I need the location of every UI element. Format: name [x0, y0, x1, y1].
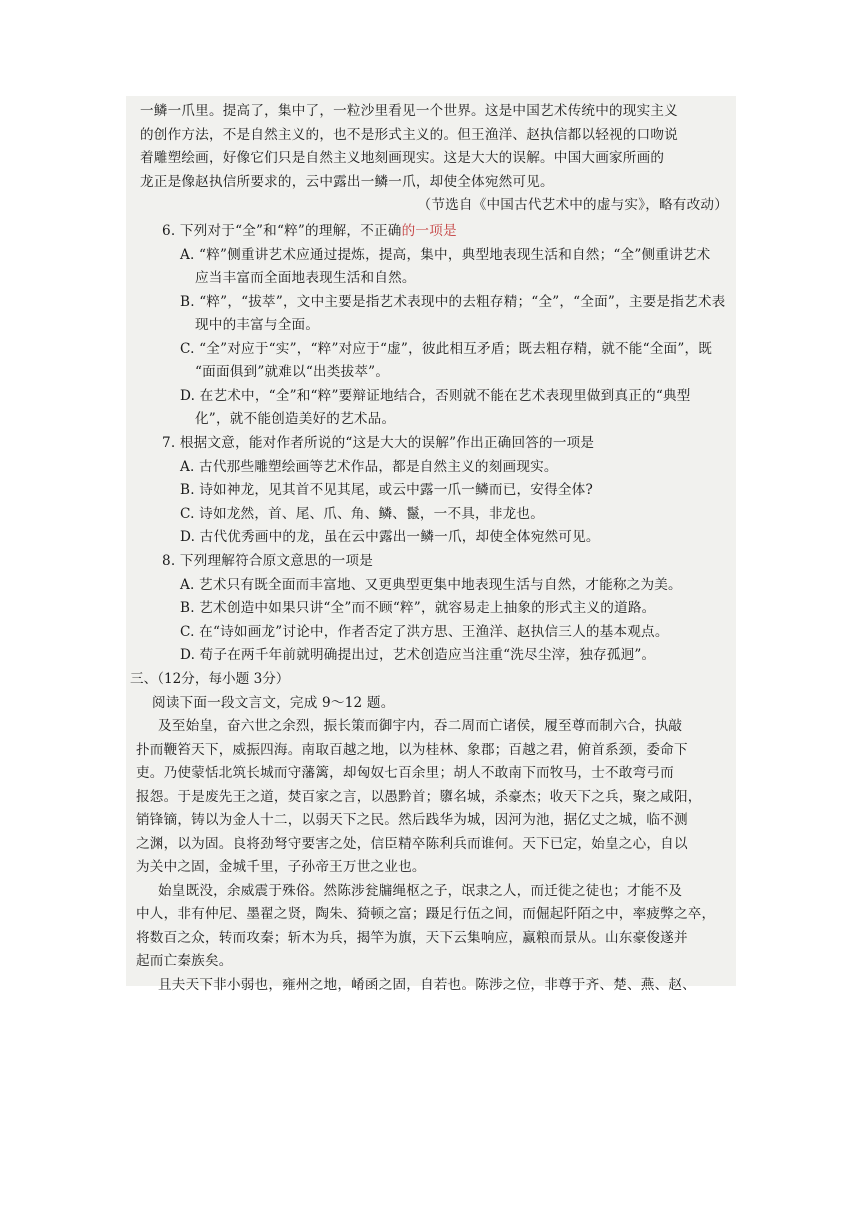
passage-line: 将数百之众，转而攻秦；斩木为兵，揭竿为旗，天下云集响应，赢粮而景从。山东豪俊遂并	[136, 929, 688, 946]
passage-line: 吏。乃使蒙恬北筑长城而守藩篱，却匈奴七百余里；胡人不敢南下而牧马，士不敢弯弓而	[136, 765, 674, 781]
option-a: A. 艺术只有既全面而丰富地、又更典型更集中地表现生活与自然，才能称之为美。	[180, 576, 682, 593]
option-d: D. 古代优秀画中的龙，虽在云中露出一鳞一爪，却使全体宛然可见。	[180, 529, 600, 545]
passage-line: 起而亡秦族矣。	[136, 953, 233, 969]
passage-line: 的创作方法，不是自然主义的，也不是形式主义的。但王渔洋、赵执信都以轻视的口吻说	[140, 126, 678, 143]
passage-line: 销锋镝，铸以为金人十二，以弱天下之民。然后践华为城，因河为池，据亿丈之城，临不测	[136, 812, 688, 828]
question-stem	[140, 220, 728, 244]
option-d-line-2: 化”，就不能创造美好的艺术品。	[195, 411, 396, 427]
option-a: A. 古代那些雕塑绘画等艺术作品，都是自然主义的刻画现实。	[180, 458, 558, 475]
option-c: C. 在“诗如画龙”讨论中，作者否定了洪方思、王渔洋、赵执信三人的基本观点。	[180, 623, 669, 640]
passage-line: 扑而鞭笞天下，威振四海。南取百越之地，以为桂林、象郡；百越之君，俯首系颈，委命下	[136, 741, 688, 758]
passage-line: 且夫天下非小弱也，雍州之地，崤函之固，自若也。陈涉之位，非尊于齐、楚、燕、赵、	[158, 976, 696, 993]
option-b: B. 艺术创造中如果只讲“全”而不顾“粹”，就容易走上抽象的形式主义的道路。	[180, 600, 656, 616]
passage-line: 及至始皇，奋六世之余烈，振长策而御宇内，吞二周而亡诸侯，履至尊而制六合，执敲	[158, 718, 683, 734]
question-stem: 7. 根据文意，能对作者所说的“这是大大的误解”作出正确回答的一项是	[162, 435, 595, 451]
option-b: B. 诗如神龙，见其首不见其尾，或云中露一爪一鳞而已，安得全体?	[180, 482, 593, 498]
option-d-line-1: D. 在艺术中，“全”和“粹”要辩证地结合，否则就不能在艺术表现里做到真正的“典型	[180, 387, 691, 404]
passage-line: 始皇既没，余威震于殊俗。然陈涉瓮牖绳枢之子，氓隶之人，而迁徙之徒也；才能不及	[158, 882, 683, 899]
question-7	[140, 432, 728, 550]
source-note: （节选自《中国古代艺术中的虚与实》，略有改动）	[417, 197, 728, 213]
section-3	[130, 668, 718, 715]
question-stem-mark: 的一项是	[401, 223, 457, 239]
passage-line: 着雕塑绘画，好像它们只是自然主义地刻画现实。这是大大的误解。中国大画家所画的	[140, 150, 665, 166]
question-stem: 8. 下列理解符合原文意思的一项是	[162, 553, 374, 569]
section-instruction: 阅读下面一段文言文，完成 9～12 题。	[152, 694, 395, 711]
passage-line: 一鳞一爪里。提高了，集中了，一粒沙里看见一个世界。这是中国艺术传统中的现实主义	[140, 103, 678, 119]
option-b-line-2: 现中的丰富与全面。	[195, 317, 320, 333]
passage-line: 为关中之固，金城千里，子孙帝王万世之业也。	[136, 859, 426, 875]
passage-top	[140, 100, 728, 218]
option-c: C. 诗如龙然，首、尾、爪、角、鳞、鬣，一不具，非龙也。	[180, 505, 545, 522]
section-heading: 三、（12分，每小题 3分）	[130, 671, 290, 687]
question-stem-text: 6. 下列对于“全”和“粹”的理解，不正确	[162, 223, 402, 239]
option-b-line-1: B. “粹”，“拔萃”，文中主要是指艺术表现中的去粗存精；“全”，“全面”，主要是指艺术表	[180, 293, 726, 310]
question-8	[140, 550, 728, 668]
option-a-line-2: 应当丰富而全面地表现生活和自然。	[195, 270, 416, 286]
passage-line: 中人，非有仲尼、墨翟之贤，陶朱、猗顿之富；蹑足行伍之间，而倔起阡陌之中，率疲弊之卒，	[136, 906, 716, 922]
question-6	[140, 220, 728, 432]
passage-line: 报怨。于是废先王之道，焚百家之言，以愚黔首；隳名城，杀豪杰；收天下之兵，聚之咸阳，	[136, 788, 702, 805]
option-c-line-1: C. “全”对应于“实”，“粹”对应于“虚”，彼此相互矛盾；既去粗存精，就不能“全面”，既	[180, 340, 713, 357]
option-d: D. 荀子在两千年前就明确提出过，艺术创造应当注重“洗尽尘滓，独存孤迥”。	[180, 647, 656, 663]
passage-line: 之渊，以为固。良将劲弩守要害之处，信臣精卒陈利兵而谁何。天下已定，始皇之心，自以	[136, 835, 688, 852]
option-c-line-2: “面面俱到”就难以“出类拔萃”。	[195, 364, 390, 380]
classical-passage	[136, 715, 724, 997]
option-a-line-1: A. “粹”侧重讲艺术应通过提炼，提高，集中，典型地表现生活和自然；“全”侧重讲艺术	[180, 246, 711, 263]
passage-line: 龙正是像赵执信所要求的，云中露出一鳞一爪，却使全体宛然可见。	[140, 173, 554, 190]
